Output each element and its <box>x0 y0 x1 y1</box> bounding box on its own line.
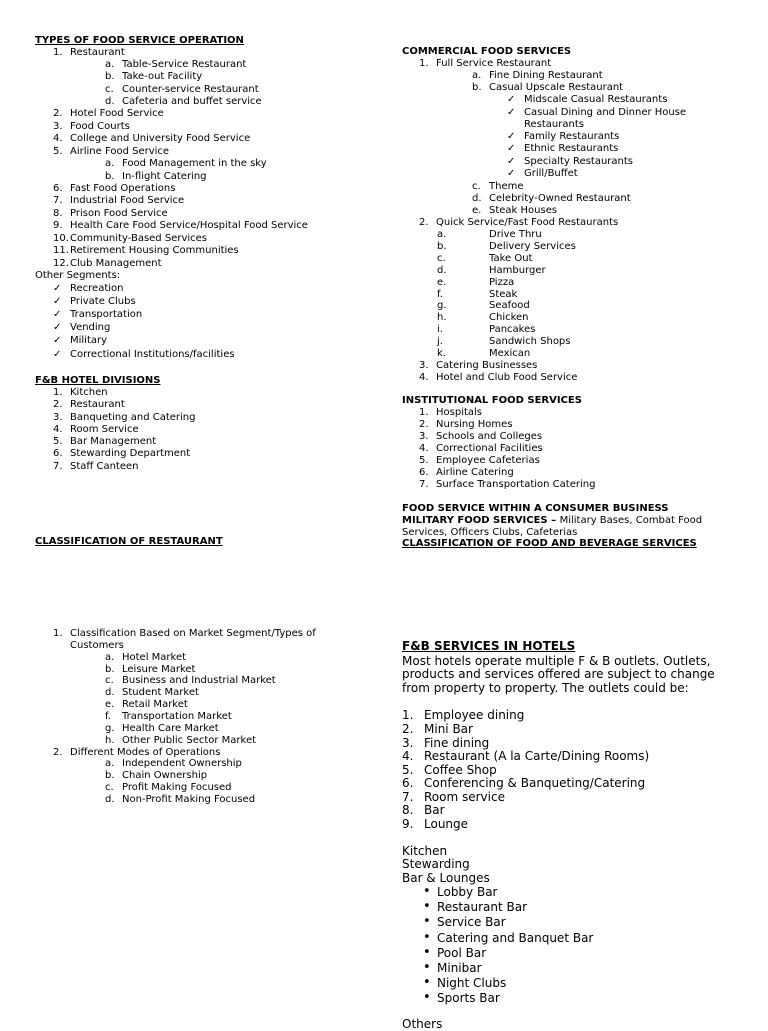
list-item-number: h. <box>105 735 115 746</box>
list-item-number: 5. <box>53 146 63 157</box>
consumer-business-heading: FOOD SERVICE WITHIN A CONSUMER BUSINESS <box>402 503 669 514</box>
fb-services-heading: F&B SERVICES IN HOTELS <box>402 639 576 653</box>
list-item: Club Management <box>70 258 162 269</box>
list-item-number: 2. <box>402 722 414 736</box>
extra-item: Bar & Lounges <box>402 871 490 885</box>
list-item-number: 12. <box>53 258 69 269</box>
bullet-item: • Lobby Bar <box>437 885 498 899</box>
fb-services-paragraph-line: from property to property. The outlets could be: <box>402 681 689 695</box>
list-item: Leisure Market <box>122 664 196 675</box>
bullet-item: • Catering and Banquet Bar <box>437 931 593 945</box>
list-item: Coffee Shop <box>424 763 497 777</box>
list-item-number: f. <box>437 289 443 300</box>
list-item-number: 3. <box>419 360 429 371</box>
list-item-number: 3. <box>53 121 63 132</box>
list-item-number: 4. <box>402 749 414 763</box>
list-item: Retirement Housing Communities <box>70 245 239 256</box>
list-item: Mexican <box>489 348 531 359</box>
list-item-number: 7. <box>419 479 429 490</box>
list-item: Banqueting and Catering <box>70 412 196 423</box>
list-item-number: 6. <box>53 183 63 194</box>
list-item-number: d. <box>105 96 115 107</box>
list-item: Independent Ownership <box>122 758 242 769</box>
list-item-number: 7. <box>53 461 63 472</box>
checklist-item: ✓ Recreation <box>70 283 123 295</box>
list-item-number: 3. <box>402 736 414 750</box>
list-item: College and University Food Service <box>70 133 251 144</box>
checklist-item: ✓ Transportation <box>70 309 142 321</box>
list-item-number: 1. <box>419 407 429 418</box>
checklist-item: ✓ Ethnic Restaurants <box>524 143 618 155</box>
list-item: Correctional Facilities <box>436 443 543 454</box>
list-item-number: c. <box>472 181 481 192</box>
bullet-item: • Pool Bar <box>437 946 486 960</box>
list-item-number: d. <box>105 687 115 698</box>
list-item: Airline Food Service <box>70 146 170 157</box>
military-text-continued: Services, Officers Clubs, Cafeterias <box>402 527 578 538</box>
list-item-number: 4. <box>53 133 63 144</box>
list-item-number: b. <box>105 770 115 781</box>
list-item: Steak <box>489 289 518 300</box>
checklist-item: ✓ Midscale Casual Restaurants <box>524 94 667 106</box>
list-item: Catering Businesses <box>436 360 538 371</box>
checklist-item: ✓ Family Restaurants <box>524 131 619 143</box>
list-item: In-flight Catering <box>122 171 207 182</box>
list-item: Drive Thru <box>489 229 542 240</box>
list-item: Hamburger <box>489 265 546 276</box>
list-item-number: e. <box>105 699 115 710</box>
others-label: Others <box>402 1017 443 1031</box>
fb-divisions-heading: F&B HOTEL DIVISIONS <box>35 375 161 386</box>
list-item-number: 4. <box>419 443 429 454</box>
fb-services-paragraph-line: products and services offered are subject to change <box>402 667 715 681</box>
list-item-number: c. <box>437 253 446 264</box>
list-item-number: f. <box>105 711 111 722</box>
list-item-number: e. <box>472 205 482 216</box>
list-item-number: b. <box>472 82 482 93</box>
list-item-number: a. <box>105 758 115 769</box>
list-item: Cafeteria and buffet service <box>122 96 262 107</box>
list-item: Conferencing & Banqueting/Catering <box>424 776 646 790</box>
bullet-item: • Restaurant Bar <box>437 900 527 914</box>
list-item: Bar <box>424 803 445 817</box>
list-item-number: c. <box>105 84 114 95</box>
list-item: Casual Upscale Restaurant <box>489 82 624 93</box>
list-item-number: a. <box>472 70 482 81</box>
list-item-number: a. <box>105 652 115 663</box>
list-item: Take Out <box>489 253 533 264</box>
bullet-item: • Service Bar <box>437 915 506 929</box>
list-item-number: 3. <box>53 412 63 423</box>
list-item: Quick Service/Fast Food Restaurants <box>436 217 619 228</box>
list-item-number: c. <box>105 782 114 793</box>
list-item: Nursing Homes <box>436 419 513 430</box>
commercial-heading: COMMERCIAL FOOD SERVICES <box>402 46 572 57</box>
institutional-heading: INSTITUTIONAL FOOD SERVICES <box>402 395 582 406</box>
list-item-number: 9. <box>402 817 414 831</box>
military-label: MILITARY FOOD SERVICES <box>402 515 548 526</box>
list-item-number: 6. <box>419 467 429 478</box>
list-item: Sandwich Shops <box>489 336 571 347</box>
bullet-item: • Sports Bar <box>437 991 500 1005</box>
checklist-item: ✓ Vending <box>70 322 110 334</box>
checklist-item-continued: Restaurants <box>524 119 584 130</box>
checklist-item: ✓ Correctional Institutions/facilities <box>70 349 235 361</box>
list-item-number: j. <box>437 336 443 347</box>
list-item-number: 3. <box>419 431 429 442</box>
list-item-number: g. <box>105 723 115 734</box>
list-item: Schools and Colleges <box>436 431 543 442</box>
checklist-item: ✓ Grill/Buffet <box>524 168 578 180</box>
military-text: Military Bases, Combat Food <box>559 515 703 526</box>
list-item-number: k. <box>437 348 446 359</box>
list-item: Food Management in the sky <box>122 158 267 169</box>
list-item: Table-Service Restaurant <box>122 59 247 70</box>
list-item: Chicken <box>489 312 529 323</box>
list-item: Prison Food Service <box>70 208 168 219</box>
list-item: Full Service Restaurant <box>436 58 552 69</box>
list-item: Industrial Food Service <box>70 195 185 206</box>
list-item-number: c. <box>105 675 114 686</box>
list-item: Classification Based on Market Segment/Types of <box>70 628 316 639</box>
list-item: Restaurant (A la Carte/Dining Rooms) <box>424 749 650 763</box>
list-item-number: b. <box>437 241 447 252</box>
checklist-item: ✓ Specialty Restaurants <box>524 156 633 168</box>
list-item: Lounge <box>424 817 469 831</box>
list-item: Delivery Services <box>489 241 576 252</box>
list-item-number: 9. <box>53 220 63 231</box>
list-item-number: 1. <box>53 628 63 639</box>
list-item-number: 7. <box>53 195 63 206</box>
list-item: Hotel Food Service <box>70 108 164 119</box>
list-item: Non-Profit Making Focused <box>122 794 256 805</box>
list-item: Other Public Sector Market <box>122 735 257 746</box>
list-item-number: e. <box>437 277 447 288</box>
list-item: Profit Making Focused <box>122 782 232 793</box>
list-item-number: d. <box>437 265 447 276</box>
list-item-number: 2. <box>53 399 63 410</box>
list-item: Take-out Facility <box>122 71 203 82</box>
list-item: Hotel Market <box>122 652 187 663</box>
checklist-item: ✓ Military <box>70 335 107 347</box>
military-line <box>402 515 702 527</box>
list-item-number: 6. <box>402 776 414 790</box>
list-item-number: 1. <box>53 47 63 58</box>
list-item-number: 4. <box>419 372 429 383</box>
list-item-number: 6. <box>53 448 63 459</box>
list-item-number: i. <box>437 324 443 335</box>
extra-item: Kitchen <box>402 844 448 858</box>
military-dash: – <box>547 515 560 526</box>
list-item: Student Market <box>122 687 199 698</box>
other-segments-label: Other Segments: <box>35 270 121 281</box>
fb-services-paragraph-line: Most hotels operate multiple F & B outlets. Outlets, <box>402 654 711 668</box>
list-item-number: 8. <box>402 803 414 817</box>
list-item: Pancakes <box>489 324 536 335</box>
list-item: Fine Dining Restaurant <box>489 70 603 81</box>
list-item: Restaurant <box>70 399 125 410</box>
list-item: Chain Ownership <box>122 770 208 781</box>
list-item: Employee dining <box>424 708 525 722</box>
list-item-number: a. <box>105 59 115 70</box>
list-item-number: 2. <box>53 108 63 119</box>
list-item-number: b. <box>105 664 115 675</box>
list-item: Retail Market <box>122 699 188 710</box>
list-item: Room service <box>424 790 505 804</box>
list-item: Health Care Market <box>122 723 219 734</box>
list-item-number: b. <box>105 171 115 182</box>
list-item: Food Courts <box>70 121 130 132</box>
list-item-number: 5. <box>53 436 63 447</box>
list-item: Stewarding Department <box>70 448 191 459</box>
list-item: Bar Management <box>70 436 157 447</box>
list-item: Celebrity-Owned Restaurant <box>489 193 631 204</box>
list-item: Staff Canteen <box>70 461 139 472</box>
classification-heading: CLASSIFICATION OF RESTAURANT <box>35 536 223 547</box>
list-item: Health Care Food Service/Hospital Food Service <box>70 220 308 231</box>
list-item-number: 1. <box>419 58 429 69</box>
list-item: Fast Food Operations <box>70 183 176 194</box>
list-item-number: a. <box>105 158 115 169</box>
list-item-number: 1. <box>53 387 63 398</box>
list-item: Seafood <box>489 300 530 311</box>
list-item: Transportation Market <box>122 711 232 722</box>
list-item: Kitchen <box>70 387 108 398</box>
list-item: Theme <box>489 181 524 192</box>
bullet-item: • Minibar <box>437 961 482 975</box>
extra-item: Stewarding <box>402 857 470 871</box>
list-item-number: h. <box>437 312 447 323</box>
list-item: Counter-service Restaurant <box>122 84 259 95</box>
list-item-number: 2. <box>419 217 429 228</box>
list-item-number: 4. <box>53 424 63 435</box>
list-item: Hospitals <box>436 407 483 418</box>
classification-fb-heading: CLASSIFICATION OF FOOD AND BEVERAGE SERVICES <box>402 538 697 549</box>
list-item: Pizza <box>489 277 515 288</box>
list-item-number: 5. <box>402 763 414 777</box>
list-item-number: 5. <box>419 455 429 466</box>
list-item-number: g. <box>437 300 447 311</box>
list-item-number: 7. <box>402 790 414 804</box>
list-item: Airline Catering <box>436 467 514 478</box>
list-item-number: 2. <box>419 419 429 430</box>
list-item: Steak Houses <box>489 205 558 216</box>
list-item-number: a. <box>437 229 447 240</box>
list-item: Employee Cafeterias <box>436 455 540 466</box>
checklist-item: ✓ Casual Dining and Dinner House <box>524 107 686 119</box>
list-item-number: b. <box>105 71 115 82</box>
list-item: Restaurant <box>70 47 125 58</box>
list-item-number: d. <box>105 794 115 805</box>
list-item-number: 11. <box>53 245 69 256</box>
list-item-number: 10. <box>53 233 69 244</box>
list-item: Room Service <box>70 424 139 435</box>
list-item: Mini Bar <box>424 722 473 736</box>
bullet-item: • Night Clubs <box>437 976 506 990</box>
list-item-number: d. <box>472 193 482 204</box>
list-item: Business and Industrial Market <box>122 675 276 686</box>
list-item-number: 2. <box>53 747 63 758</box>
checklist-item: ✓ Private Clubs <box>70 296 136 308</box>
list-item: Community-Based Services <box>70 233 207 244</box>
list-item: Customers <box>70 640 124 651</box>
list-item: Hotel and Club Food Service <box>436 372 578 383</box>
list-item-number: 1. <box>402 708 414 722</box>
list-item-number: 8. <box>53 208 63 219</box>
types-heading: TYPES OF FOOD SERVICE OPERATION <box>35 35 244 46</box>
list-item: Different Modes of Operations <box>70 747 221 758</box>
list-item: Fine dining <box>424 736 490 750</box>
list-item: Surface Transportation Catering <box>436 479 596 490</box>
